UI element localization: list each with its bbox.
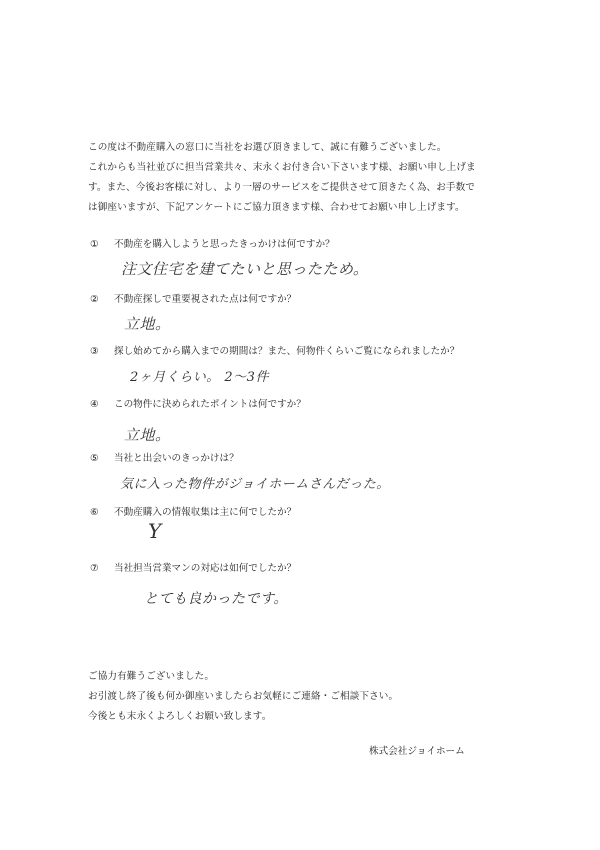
intro-line: す。また、今後お客様に対し、より一層のサービスをご提供させて頂きたく為、お手数で [88,182,475,193]
question-1 [90,236,335,250]
question-number: ② [90,294,99,305]
question-number: ③ [90,346,99,357]
closing-line: 今後とも末永くよろしくお願い致します。 [88,711,272,722]
company-name: 株式会社ジョイホーム [369,746,465,757]
question-number: ⑤ [90,453,99,464]
question-text: 当社担当営業マンの対応は如何でしたか？ [114,563,297,574]
question-number: ⑥ [90,507,99,518]
intro-line: は御座いますが、下記アンケートにご協力頂きます様、合わせてお願い申し上げます。 [88,202,465,213]
question-6 [90,504,296,518]
answer-5: 気に入った物件がジョイホームさんだった。 [120,477,390,492]
answer-3: 2ヶ月くらい。 2～3件 [130,370,269,385]
question-number: ① [90,239,99,250]
question-2 [90,291,296,305]
question-number: ④ [90,399,99,410]
question-text: 不動産を購入しようと思ったきっかけは何ですか？ [114,239,335,250]
answer-1: 注文住宅を建てたいと思ったため。 [121,260,369,278]
question-number: ⑦ [90,563,99,574]
question-text: この物件に決められたポイントは何ですか？ [114,399,306,410]
question-3 [90,343,459,357]
intro-line: これからも当社並びに担当営業共々、末永くお付き合い下さいます様、お願い申し上げま [88,162,476,173]
question-5 [90,450,239,464]
question-text: 当社と出会いのきっかけは？ [114,453,239,464]
answer-6: Y [148,519,162,543]
question-text: 不動産探しで重要視された点は何ですか？ [114,294,297,305]
intro-line: この度は不動産購入の窓口に当社をお選び頂きまして、誠に有難うございました。 [88,142,447,153]
question-text: 不動産購入の情報収集は主に何でしたか？ [114,507,297,518]
answer-7: とても良かったです。 [144,591,288,607]
closing-line: お引渡し終了後も何か御座いましたらお気軽にご連絡・ご相談下さい。 [88,691,399,702]
question-4 [90,396,306,410]
question-7 [90,560,296,574]
question-text: 探し始めてから購入までの期間は？また、何物件くらいご覧になられましたか？ [114,346,460,357]
answer-2: 立地。 [124,315,171,333]
answer-4: 立地。 [124,426,171,444]
closing-line: ご協力有難うございました。 [88,671,215,682]
